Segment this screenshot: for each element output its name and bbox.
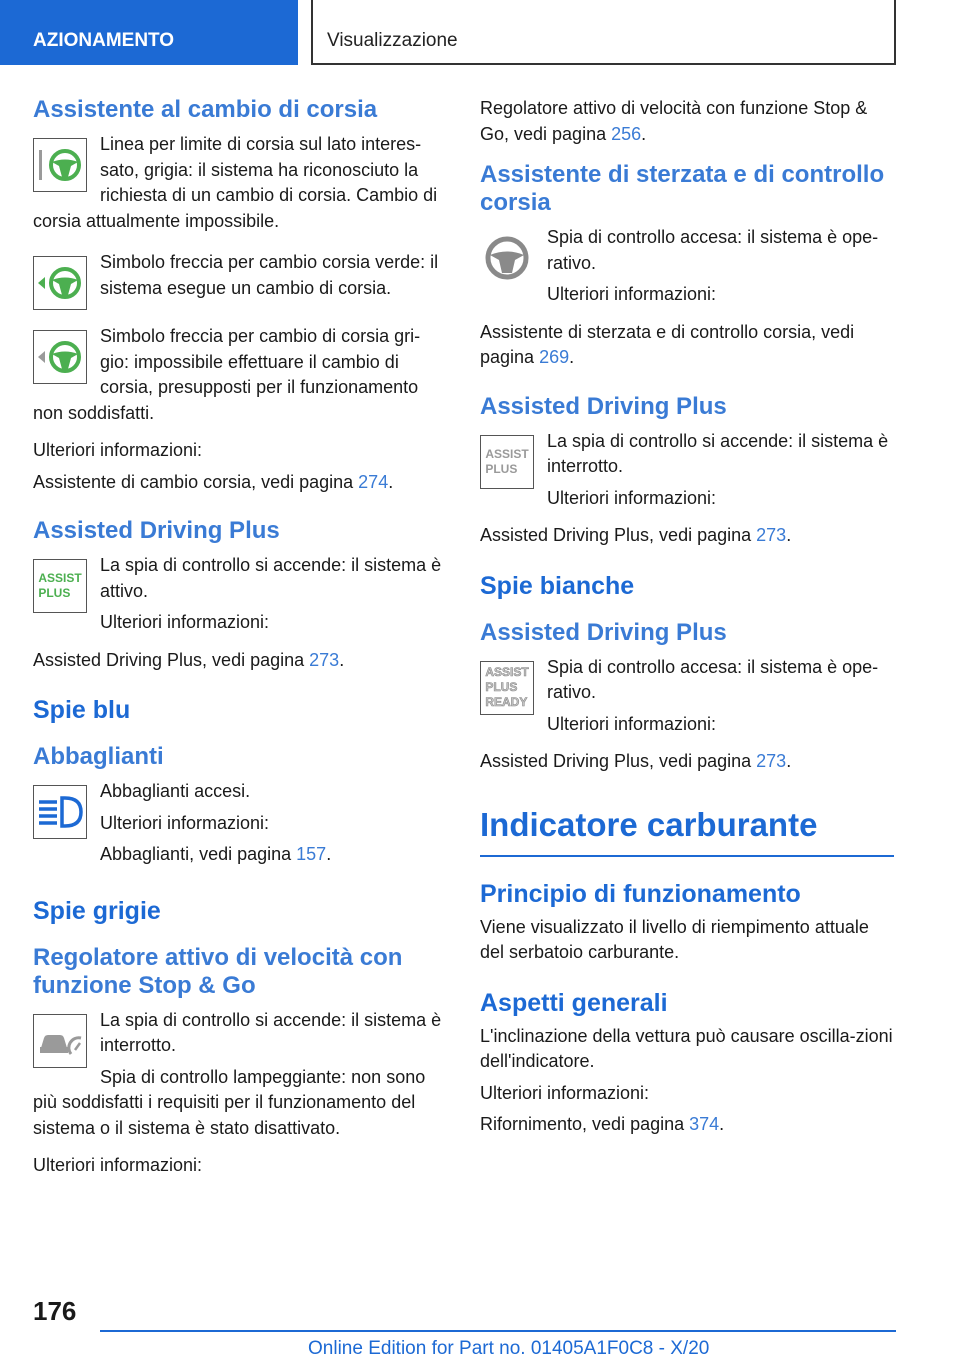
lane-change-item-1 bbox=[33, 132, 447, 240]
lane-change-ref-text: Assistente di cambio corsia, vedi pagina bbox=[33, 471, 359, 492]
lane-change-item-2 bbox=[33, 250, 447, 314]
assisted-right-ref-end: . bbox=[786, 525, 792, 545]
lane-change-text-2: Simbolo freccia per cambio corsia verde: il sistema esegue un cambio di corsia. bbox=[100, 252, 439, 298]
steering-wheel-green-arrow-icon bbox=[33, 256, 87, 310]
steering-wheel-grey-arrow-icon bbox=[33, 330, 87, 384]
assisted-ready-title: Assisted Driving Plus bbox=[480, 618, 727, 646]
assisted-ready-item bbox=[480, 655, 894, 744]
lane-change-more: Ulteriori informazioni: bbox=[33, 440, 203, 460]
stopgo-ref-end: . bbox=[641, 123, 647, 144]
blue-lights-title: Spie blu bbox=[33, 696, 131, 724]
assisted-ready-text: Spia di controllo accesa: il sistema è ope-rativo. bbox=[547, 656, 879, 702]
fuel-gauge-title: Indicatore carburante bbox=[480, 805, 894, 857]
general-text: L'inclinazione della vettura può causare oscilla-zioni dell'indicatore. bbox=[480, 1025, 893, 1071]
assisted-left-ref-end: . bbox=[339, 649, 345, 670]
fuel-ref-end: . bbox=[719, 1114, 725, 1134]
fuel-ref-text: Rifornimento, vedi pagina bbox=[480, 1114, 690, 1134]
subsection-tab bbox=[311, 0, 896, 65]
assist-ready-line-1: ASSIST bbox=[485, 665, 529, 679]
principle-title: Principio di funzionamento bbox=[480, 879, 801, 908]
lane-change-ref-end: . bbox=[388, 471, 394, 492]
white-lights-title: Spie bianche bbox=[480, 571, 635, 600]
high-beam-ref-link[interactable]: 157 bbox=[296, 844, 327, 864]
high-beam-more: Ulteriori informazioni: bbox=[100, 812, 270, 833]
assisted-ready-ref-end: . bbox=[786, 751, 792, 771]
high-beam-item bbox=[33, 779, 447, 874]
edition-text: Online Edition for Part no. 01405A1F0C8 - X/20 bbox=[308, 1338, 710, 1359]
assisted-right-ref-link[interactable]: 273 bbox=[756, 525, 787, 545]
lane-change-title: Assistente al cambio di corsia bbox=[33, 96, 378, 123]
assist-plus-icon-line-1: ASSIST bbox=[38, 571, 82, 585]
assisted-ready-ref bbox=[480, 749, 894, 775]
lane-change-item-3 bbox=[33, 324, 447, 432]
high-beam-ref-text: Abbaglianti, vedi pagina bbox=[100, 844, 297, 864]
steering-wheel-lane-line-icon bbox=[33, 138, 87, 192]
fuel-ref-link[interactable]: 374 bbox=[689, 1114, 720, 1134]
steering-wheel-grey-icon bbox=[480, 231, 534, 285]
stopgo-ref-link[interactable]: 256 bbox=[611, 123, 642, 144]
steering-assist-ref bbox=[480, 320, 894, 371]
assist-plus-green-icon bbox=[33, 559, 87, 613]
high-beam-ref bbox=[33, 842, 447, 868]
assist-plus-icon-line-2: PLUS bbox=[38, 586, 71, 600]
assisted-right-ref-text: Assisted Driving Plus, vedi pagina bbox=[480, 525, 757, 545]
stopgo-ref-text: Regolatore attivo di velocità con funzione Stop & Go, vedi pagina bbox=[480, 98, 868, 144]
assisted-left-item bbox=[33, 553, 447, 642]
assist-ready-line-2: PLUS bbox=[485, 680, 518, 694]
steering-assist-title: Assistente di sterzata e di controllo corsia bbox=[480, 161, 885, 216]
cruise-control-car-gauge-icon bbox=[33, 1014, 87, 1068]
high-beam-text: Abbaglianti accesi. bbox=[100, 781, 251, 801]
assisted-ready-ref-text: Assisted Driving Plus, vedi pagina bbox=[480, 751, 757, 771]
assisted-left-ref-text: Assisted Driving Plus, vedi pagina bbox=[33, 649, 310, 670]
subsection-label: Visualizzazione bbox=[327, 30, 458, 51]
assisted-right-ref bbox=[480, 523, 894, 549]
stopgo-title: Regolatore attivo di velocità con funzione Stop & Go bbox=[33, 943, 403, 999]
steering-assist-more: Ulteriori informazioni: bbox=[547, 284, 717, 304]
assist-plus-grey-line-1: ASSIST bbox=[485, 446, 529, 461]
lane-change-ref-link[interactable]: 274 bbox=[358, 471, 389, 492]
high-beam-icon bbox=[33, 785, 87, 839]
high-beam-title: Abbaglianti bbox=[33, 743, 164, 770]
steering-assist-text: Spia di controllo accesa: il sistema è ope-rativo. bbox=[547, 227, 879, 273]
assist-plus-grey-line-2: PLUS bbox=[485, 461, 518, 476]
steering-assist-ref-link[interactable]: 269 bbox=[539, 347, 570, 367]
principle-text: Viene visualizzato il livello di riempimento attuale del serbatoio carburante. bbox=[480, 916, 869, 962]
stopgo-item bbox=[33, 1008, 447, 1148]
assist-ready-line-3: READY bbox=[485, 695, 528, 709]
assisted-right-title: Assisted Driving Plus bbox=[480, 392, 727, 420]
right-column bbox=[480, 96, 894, 1144]
steering-assist-item bbox=[480, 225, 894, 314]
assisted-right-more: Ulteriori informazioni: bbox=[547, 487, 717, 508]
grey-lights-title: Spie grigie bbox=[33, 896, 161, 925]
assisted-left-ref bbox=[33, 648, 447, 674]
stopgo-more: Ulteriori informazioni: bbox=[33, 1155, 203, 1175]
footer-divider bbox=[100, 1330, 896, 1332]
assisted-left-title: Assisted Driving Plus bbox=[33, 517, 280, 544]
assisted-left-more: Ulteriori informazioni: bbox=[100, 612, 270, 632]
stopgo-text-1: La spia di controllo si accende: il sistema è interrotto. bbox=[100, 1009, 442, 1055]
fuel-more: Ulteriori informazioni: bbox=[480, 1082, 650, 1103]
steering-assist-ref-end: . bbox=[569, 347, 575, 367]
left-column bbox=[33, 96, 447, 1185]
assisted-left-ref-link[interactable]: 273 bbox=[309, 649, 340, 670]
assist-plus-grey-icon bbox=[480, 435, 534, 489]
lane-change-ref bbox=[33, 470, 447, 496]
assisted-ready-more: Ulteriori informazioni: bbox=[547, 713, 717, 734]
assist-plus-ready-icon bbox=[480, 661, 534, 715]
high-beam-ref-end: . bbox=[326, 844, 332, 864]
lane-change-text-3: Simbolo freccia per cambio di corsia gri-gio: impossibile effettuare il cambio di corsia, presupposti per il funzionamento non soddisfatti. bbox=[33, 326, 421, 423]
stopgo-text-2: Spia di controllo lampeggiante: non sono più soddisfatti i requisiti per il funzionamento del sistema o il sistema è stato disattivato. bbox=[33, 1066, 426, 1138]
assisted-left-text: La spia di controllo si accende: il sistema è attivo. bbox=[100, 555, 442, 601]
fuel-ref bbox=[480, 1112, 894, 1138]
assisted-right-text: La spia di controllo si accende: il sistema è interrotto. bbox=[547, 430, 889, 476]
stopgo-ref bbox=[480, 96, 894, 147]
section-label: AZIONAMENTO bbox=[33, 30, 175, 51]
assisted-ready-ref-link[interactable]: 273 bbox=[756, 751, 787, 771]
section-tab bbox=[0, 0, 298, 65]
general-title: Aspetti generali bbox=[480, 988, 668, 1017]
steering-assist-ref-text: Assistente di sterzata e di controllo corsia, vedi pagina bbox=[480, 321, 855, 367]
page-number: 176 bbox=[33, 1296, 77, 1326]
lane-change-text-1: Linea per limite di corsia sul lato interes-sato, grigia: il sistema ha riconosciuto la richiesta di un cambio di corsia. Cambio di corsia attualmente impossibile. bbox=[33, 134, 438, 231]
assisted-right-item bbox=[480, 429, 894, 518]
